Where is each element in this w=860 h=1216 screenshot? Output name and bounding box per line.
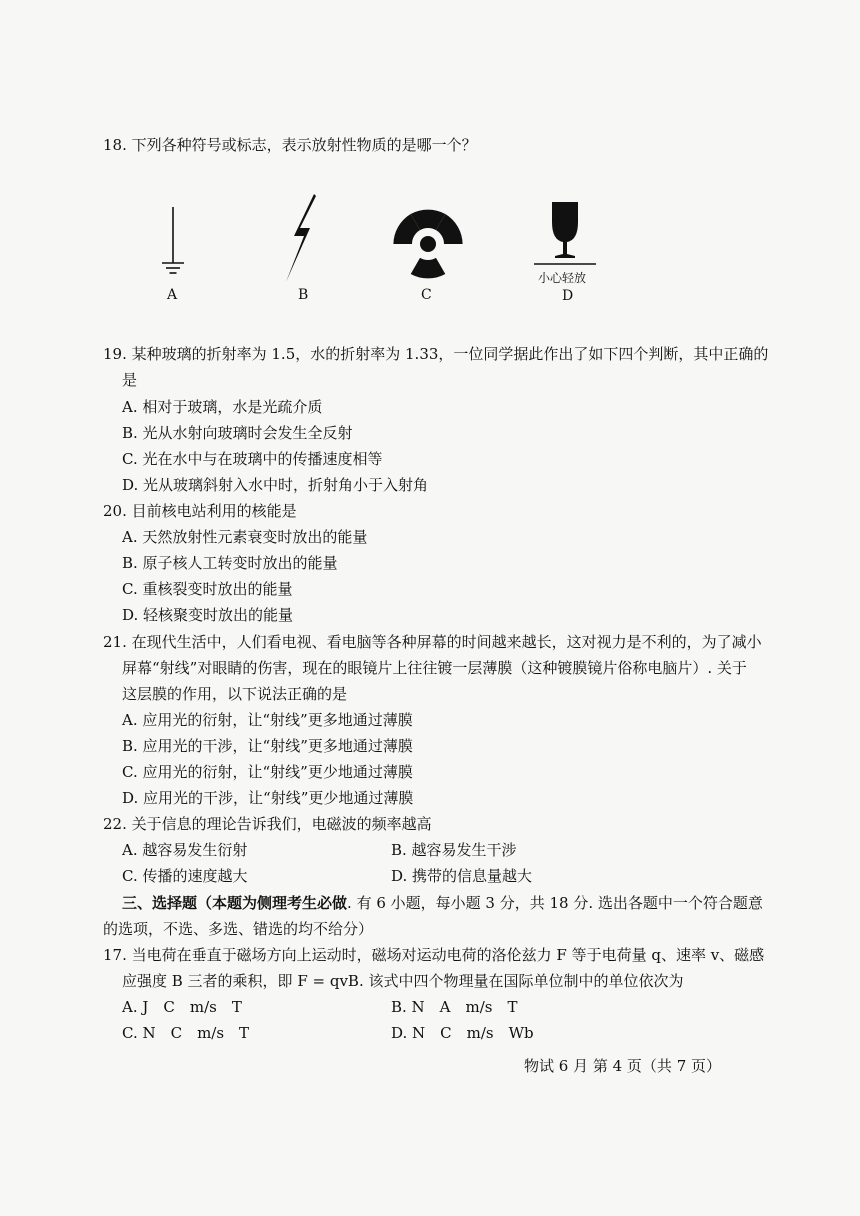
section3-heading-rest: . 有 6 小题，每小题 3 分，共 18 分. 选出各题中一个符合题意 (347, 894, 763, 912)
q20-option-a: A. 天然放射性元素衰变时放出的能量 (122, 528, 368, 546)
q21-option-d: D. 应用光的干涉，让“射线”更少地通过薄膜 (122, 789, 414, 807)
q19-option-a: A. 相对于玻璃，水是光疏介质 (122, 398, 323, 416)
radiation-trefoil-icon (387, 205, 469, 283)
q22-stem: 22. 关于信息的理论告诉我们，电磁波的频率越高 (103, 815, 432, 833)
symbol-label-b: B (298, 287, 309, 303)
q21-stem-line1: 21. 在现代生活中，人们看电视、看电脑等各种屏幕的时间越来越长，这对视力是不利的，为了减小 (103, 633, 762, 651)
q21-option-b: B. 应用光的干涉，让“射线”更多地通过薄膜 (122, 737, 413, 755)
q17-option-a: A. J C m/s T (122, 998, 242, 1016)
q20-stem: 20. 目前核电站利用的核能是 (103, 502, 297, 520)
q22-option-d: D. 携带的信息量越大 (391, 867, 533, 885)
q21-option-c: C. 应用光的衍射，让“射线”更少地通过薄膜 (122, 763, 413, 781)
q17-option-b: B. N A m/s T (391, 998, 518, 1016)
fragile-glass-icon (530, 200, 600, 266)
section3-heading-bold: 本题为侧理考生必做 (212, 894, 348, 912)
page-footer: 物试 6 月 第 4 页（共 7 页） (524, 1057, 722, 1075)
q22-option-b: B. 越容易发生干涉 (391, 841, 517, 859)
fragile-caption: 小心轻放 (538, 271, 587, 285)
q19-option-c: C. 光在水中与在玻璃中的传播速度相等 (122, 450, 383, 468)
section3-heading-line2: 的选项，不选、多选、错选的均不给分） (103, 920, 374, 938)
section3-heading-line1 (122, 893, 763, 913)
q21-stem-line3: 这层膜的作用，以下说法正确的是 (122, 685, 348, 703)
q20-option-c: C. 重核裂变时放出的能量 (122, 580, 293, 598)
section3-heading-prefix: 三、选择题（ (122, 894, 213, 912)
q20-option-b: B. 原子核人工转变时放出的能量 (122, 554, 338, 572)
lightning-bolt-icon (280, 192, 320, 284)
ground-symbol-icon (158, 205, 188, 280)
q20-option-d: D. 轻核聚变时放出的能量 (122, 606, 294, 624)
q17-stem-line2: 应强度 B 三者的乘积，即 F = qvB. 该式中四个物理量在国际单位制中的单位依次为 (122, 972, 684, 990)
q22-option-a: A. 越容易发生衍射 (122, 841, 248, 859)
q19-stem-line2: 是 (122, 371, 138, 389)
q17-option-d: D. N C m/s Wb (391, 1024, 534, 1042)
q17-option-c: C. N C m/s T (122, 1024, 250, 1042)
q19-stem-line1: 19. 某种玻璃的折射率为 1.5，水的折射率为 1.33，一位同学据此作出了如下四个判断，其中正确的 (103, 345, 769, 363)
q19-option-d: D. 光从玻璃斜射入水中时，折射角小于入射角 (122, 476, 429, 494)
symbol-label-a: A (167, 287, 178, 303)
q17-stem-line1: 17. 当电荷在垂直于磁场方向上运动时，磁场对运动电荷的洛伦兹力 F 等于电荷量 q、速率 v、磁感 (103, 946, 765, 964)
q22-option-c: C. 传播的速度越大 (122, 867, 248, 885)
q18-stem: 18. 下列各种符号或标志，表示放射性物质的是哪一个？ (103, 136, 477, 154)
symbol-label-d: D (562, 288, 574, 304)
q21-stem-line2: 屏幕“射线”对眼睛的伤害，现在的眼镜片上往往镀一层薄膜（这种镀膜镜片俗称电脑片）. 关于 (122, 659, 747, 677)
symbol-label-c: C (421, 287, 432, 303)
q19-option-b: B. 光从水射向玻璃时会发生全反射 (122, 424, 353, 442)
q21-option-a: A. 应用光的衍射，让“射线”更多地通过薄膜 (122, 711, 413, 729)
